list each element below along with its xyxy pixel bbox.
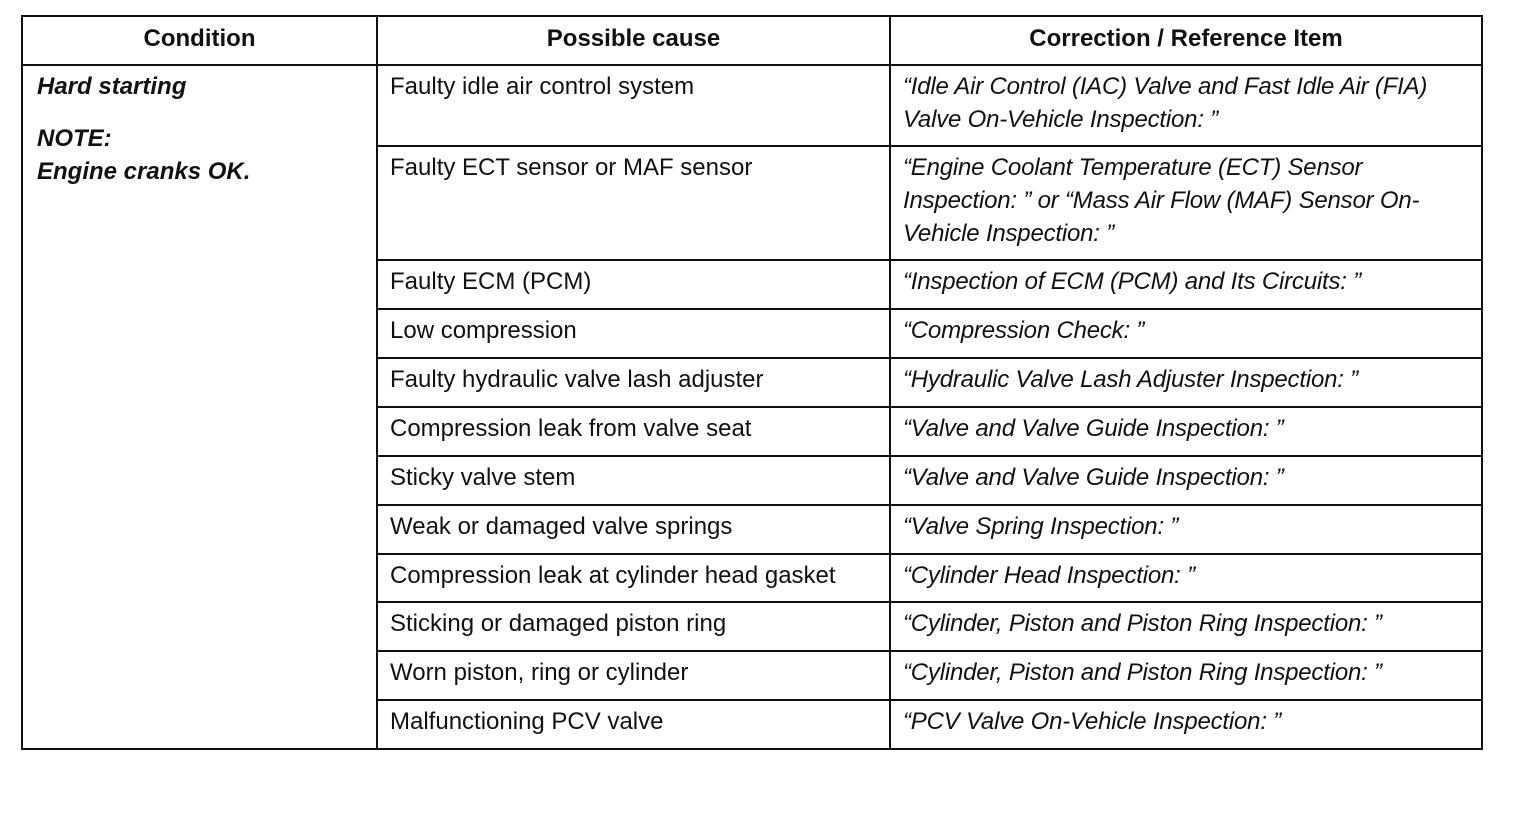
condition-cell — [22, 65, 377, 749]
cause-cell: Faulty idle air control system — [377, 65, 890, 146]
correction-cell: “Valve and Valve Guide Inspection: ” — [890, 407, 1482, 456]
table-row — [22, 65, 1482, 146]
cause-cell: Faulty hydraulic valve lash adjuster — [377, 358, 890, 407]
condition-title: Hard starting — [37, 73, 187, 100]
cause-cell: Faulty ECM (PCM) — [377, 260, 890, 309]
note-text: Engine cranks OK. — [37, 158, 251, 185]
troubleshooting-table — [21, 15, 1483, 750]
correction-cell: “Cylinder Head Inspection: ” — [890, 554, 1482, 602]
header-row — [22, 16, 1482, 65]
header-condition: Condition — [22, 16, 377, 65]
correction-cell: “Cylinder, Piston and Piston Ring Inspection: ” — [890, 602, 1482, 651]
header-possible-cause: Possible cause — [377, 16, 890, 65]
note-label: NOTE: — [37, 125, 112, 152]
correction-cell: “Compression Check: ” — [890, 309, 1482, 358]
cause-cell: Low compression — [377, 309, 890, 358]
correction-cell: “Hydraulic Valve Lash Adjuster Inspection: ” — [890, 358, 1482, 407]
correction-cell: “Valve and Valve Guide Inspection: ” — [890, 456, 1482, 505]
cause-cell: Weak or damaged valve springs — [377, 505, 890, 554]
correction-cell: “Cylinder, Piston and Piston Ring Inspection: ” — [890, 651, 1482, 700]
cause-cell: Malfunctioning PCV valve — [377, 700, 890, 749]
correction-cell: “Engine Coolant Temperature (ECT) Sensor Inspection: ” or “Mass Air Flow (MAF) Sensor On-Vehicle Inspection: ” — [890, 146, 1482, 260]
correction-cell: “PCV Valve On-Vehicle Inspection: ” — [890, 700, 1482, 749]
cause-cell: Compression leak at cylinder head gasket — [377, 554, 890, 602]
cause-cell: Sticking or damaged piston ring — [377, 602, 890, 651]
cause-cell: Worn piston, ring or cylinder — [377, 651, 890, 700]
cause-cell: Sticky valve stem — [377, 456, 890, 505]
cause-cell: Faulty ECT sensor or MAF sensor — [377, 146, 890, 260]
correction-cell: “Inspection of ECM (PCM) and Its Circuits: ” — [890, 260, 1482, 309]
header-correction: Correction / Reference Item — [890, 16, 1482, 65]
correction-cell: “Idle Air Control (IAC) Valve and Fast Idle Air (FIA) Valve On-Vehicle Inspection: ” — [890, 65, 1482, 146]
cause-cell: Compression leak from valve seat — [377, 407, 890, 456]
correction-cell: “Valve Spring Inspection: ” — [890, 505, 1482, 554]
